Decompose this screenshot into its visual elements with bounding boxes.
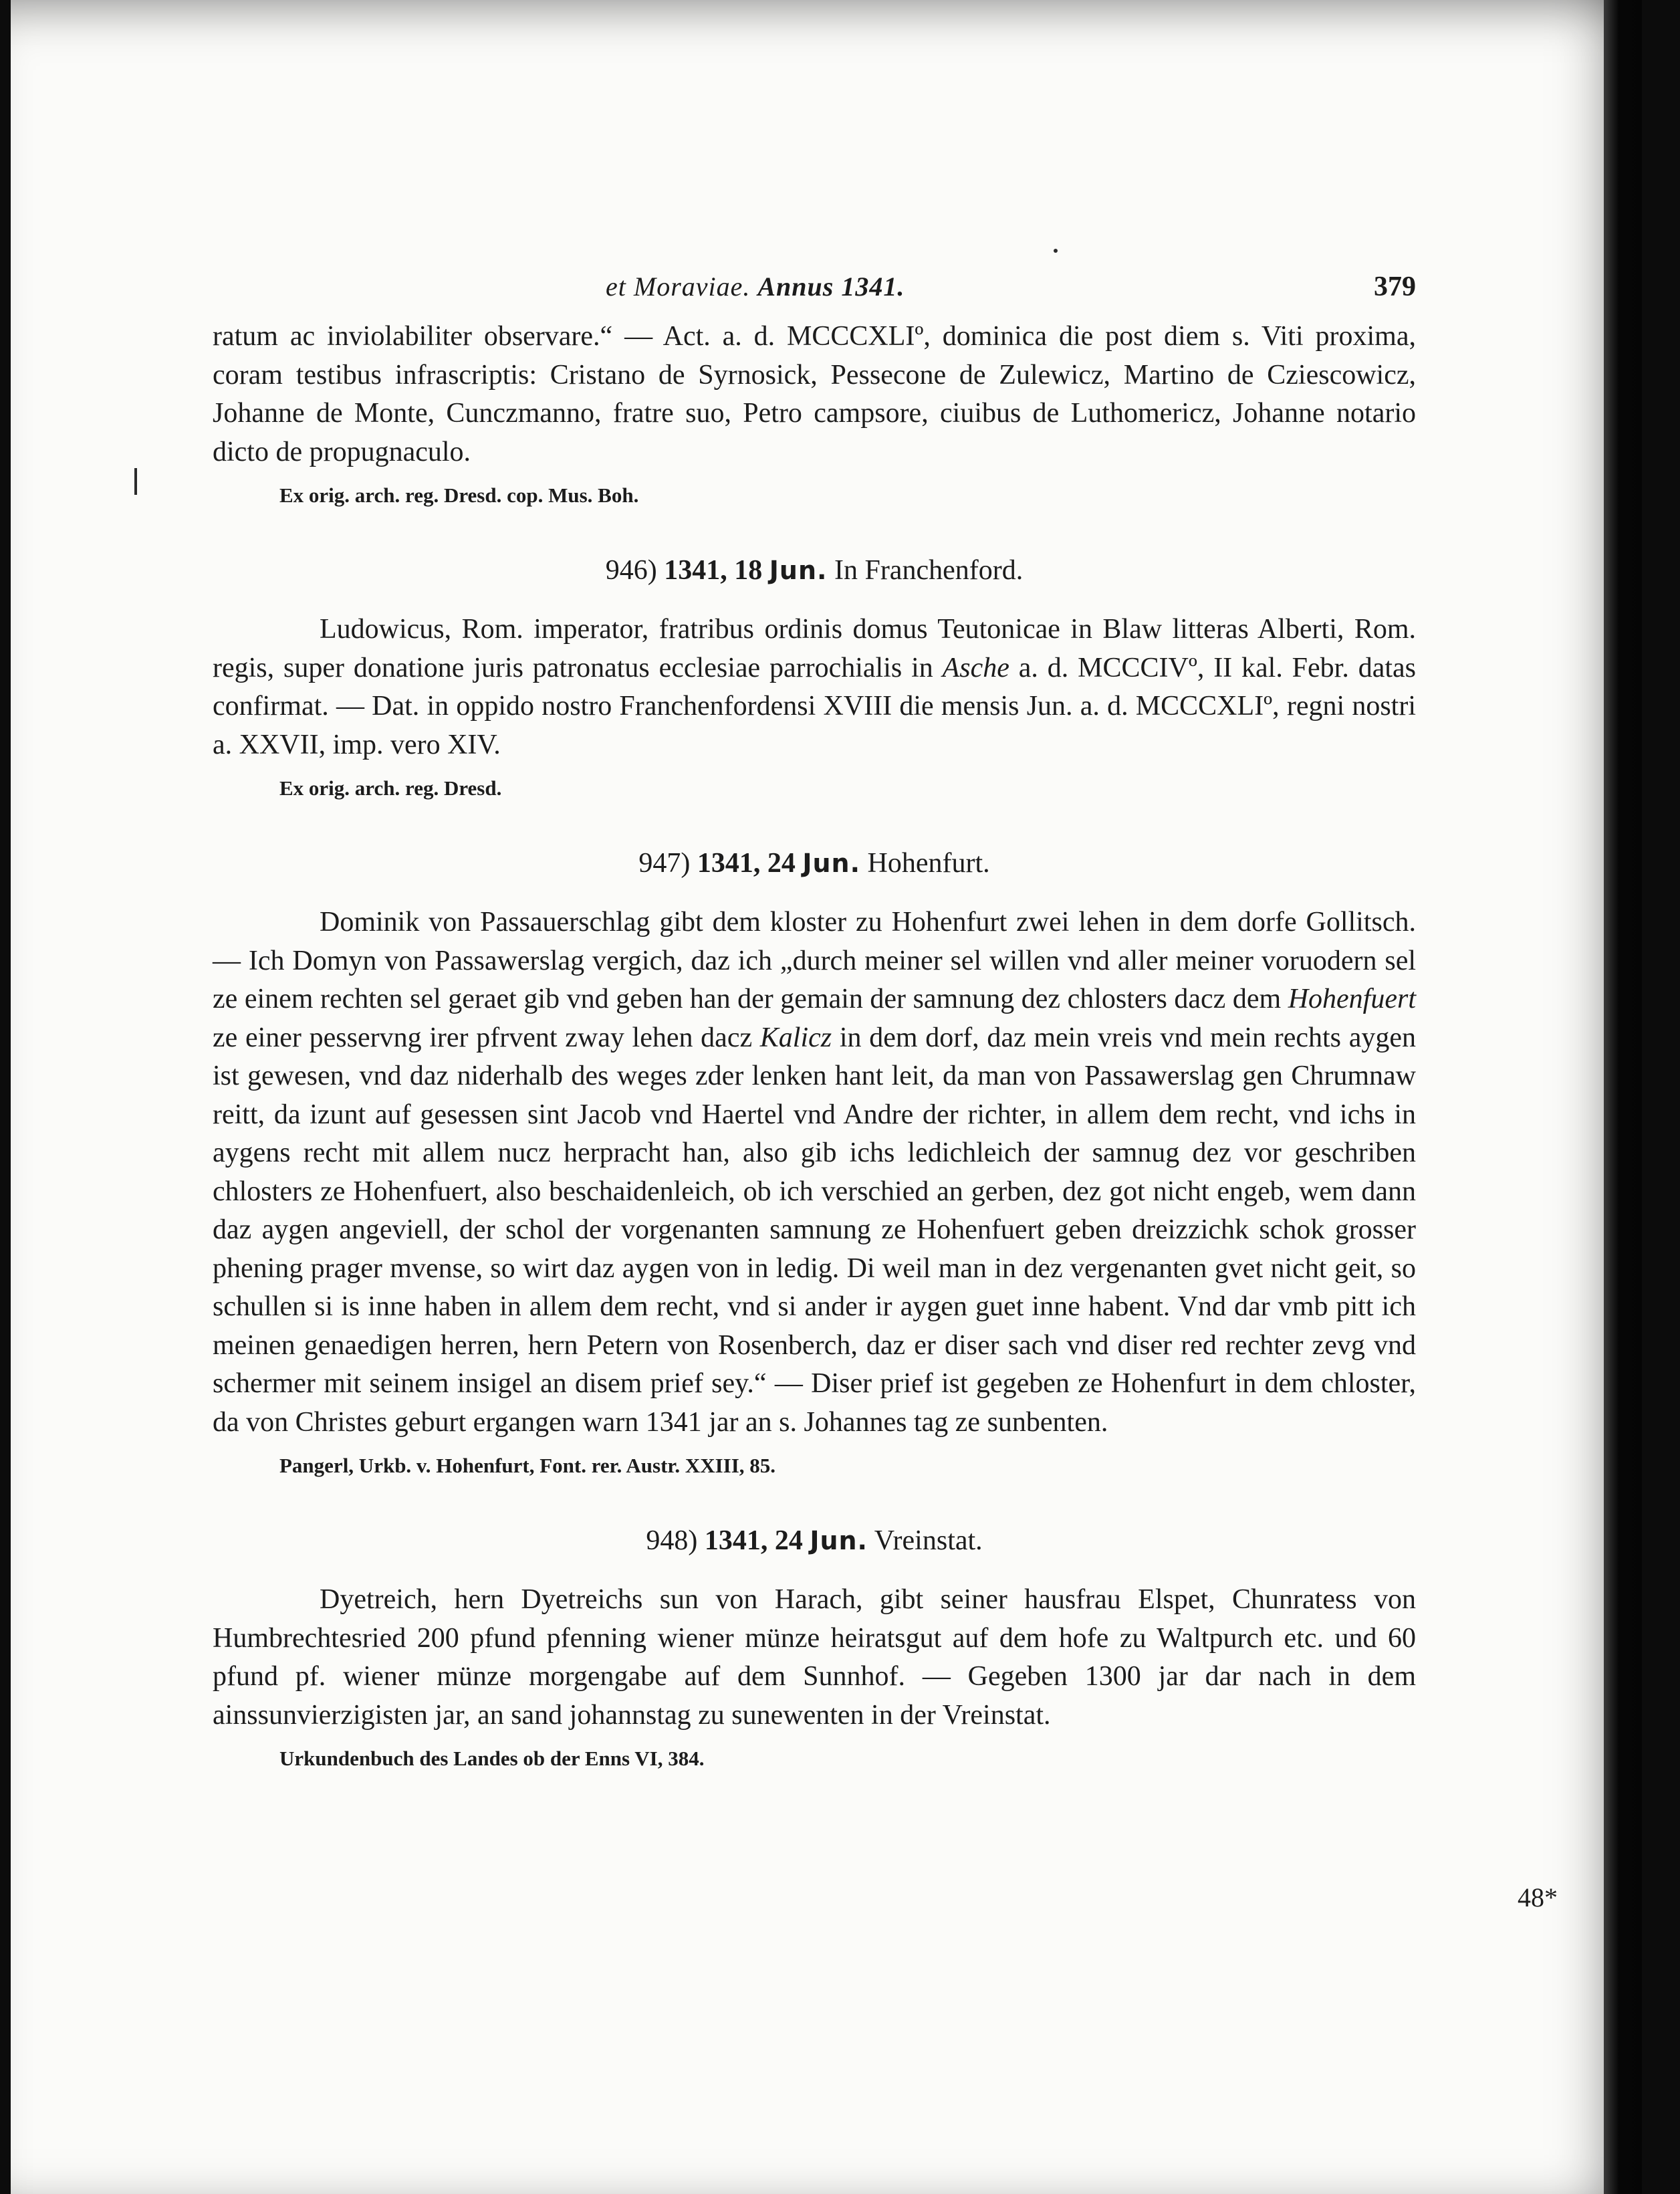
intro-source: Ex orig. arch. reg. Dresd. cop. Mus. Boh.	[279, 483, 639, 507]
page-number: 379	[1374, 271, 1416, 302]
entry-place: Hohenfurt.	[867, 848, 990, 879]
entry-place: In Franchenford.	[834, 555, 1024, 586]
entry-source-948: Urkundenbuch des Landes ob der Enns VI, 384.	[279, 1747, 705, 1770]
entry-number: 948)	[646, 1525, 698, 1556]
page-content	[213, 271, 1416, 1772]
entry-month: Jun.	[769, 556, 828, 585]
signature-mark: 48*	[1518, 1882, 1558, 1912]
entry-heading-947	[213, 846, 1416, 881]
entry-date: 1341, 24	[697, 848, 796, 879]
entry-text-946: Ludowicus, Rom. imperator, fratribus ordinis domus Teutonicae in Blaw litteras Alberti, Rom. regis, super donatione juris patronatus ecclesiae parrochialis in Asche a. d. MCCCIVº, II kal. Febr. datas confirmat. — Dat. in oppido nostro Franchenfordensi XVIII die mensis Jun. a. d. MCCCXLIº, regni nostri a. XXVII, imp. vero XIV.	[213, 614, 1416, 760]
running-head-title: et Moraviae. Annus 1341.	[606, 271, 905, 302]
entry-place: Vreinstat.	[874, 1525, 983, 1556]
entry-month: Jun.	[802, 849, 861, 878]
intro-paragraph: ratum ac inviolabiliter observare.“ — Act. a. d. MCCCXLIº, dominica die post diem s. Viti proxima, coram testibus infrascriptis: Cristano de Syrnosick, Pessecone de Zulewicz, Martino de Cziescowicz, Johanne de Monte, Cunczmanno, fratre suo, Petro campsore, ciuibus de Luthomericz, Johanne notario dicto de propugnaculo.	[213, 321, 1416, 467]
entry-source-946: Ex orig. arch. reg. Dresd.	[279, 776, 502, 800]
entry-date: 1341, 24	[704, 1525, 803, 1556]
margin-mark	[134, 468, 137, 495]
scanned-page	[11, 0, 1642, 2194]
entry-heading-948	[213, 1523, 1416, 1558]
entry-heading-946	[213, 553, 1416, 588]
entry-date: 1341, 18	[664, 555, 763, 586]
speck-mark	[1054, 249, 1058, 253]
scan-edge-shadow	[1604, 0, 1642, 2194]
entry-month: Jun.	[810, 1526, 868, 1555]
entry-number: 946)	[605, 555, 657, 586]
entry-source-947: Pangerl, Urkb. v. Hohenfurt, Font. rer. Austr. XXIII, 85.	[279, 1454, 776, 1477]
entry-text-947: Dominik von Passauerschlag gibt dem kloster zu Hohenfurt zwei lehen in dem dorfe Gollitsch. — Ich Domyn von Passawerslag vergich, daz ich „durch meiner sel willen vnd aller meiner voruodern sel ze einem rechten sel geraet gib vnd geben han der gemain der samnung dez chlosters dacz dem Hohenfuert ze einer pesservng irer pfrvent zway lehen dacz Kalicz in dem dorf, daz mein vreis vnd mein rechts aygen ist gewesen, vnd daz niderhalb des weges zder lenken hant leit, da man von Passawerslag gen Chrumnaw reitt, da izunt auf gesessen sint Jacob vnd Haertel vnd Andre der richter, in allem dem recht, vnd ichs in aygens recht mit allem nucz herpracht han, also gib ichs ledichleich der samnug dez vor geschriben chlosters ze Hohenfuert, also beschaidenleich, ob ich verschied an gerben, dez got nicht engeb, wem dann daz aygen angeviell, der schol der vorgenanten samnung ze Hohenfuert geben dreizzichk schok grosser phening prager mvense, so wirt daz aygen von in ledig. Di weil man in dez vergenanten gvet nicht geit, so schullen si is inne haben in allem dem recht, vnd si ander ir aygen guet inne habent. Vnd dar vmb pitt ich meinen genaedigen herren, hern Petern von Rosenberch, daz er diser sach vnd diser red rechter zevg vnd schermer mit seinem insigel an disem prief sey.“ — Diser prief ist gegeben ze Hohenfurt in dem chloster, da von Christes geburt ergangen warn 1341 jar an s. Johannes tag ze sunbenten.	[213, 907, 1416, 1438]
running-head	[213, 271, 1416, 318]
entry-text-948: Dyetreich, hern Dyetreichs sun von Harach, gibt seiner hausfrau Elspet, Chunratess von Humbrechtesried 200 pfund pfenning wiener münze heiratsgut auf dem hofe zu Waltpurch etc. und 60 pfund pf. wiener münze morgengabe auf dem Sunnhof. — Gegeben 1300 jar dar nach in dem ainssunvierzigisten jar, an sand johannstag zu sunewenten in der Vreinstat.	[213, 1584, 1416, 1731]
entry-number: 947)	[638, 848, 691, 879]
